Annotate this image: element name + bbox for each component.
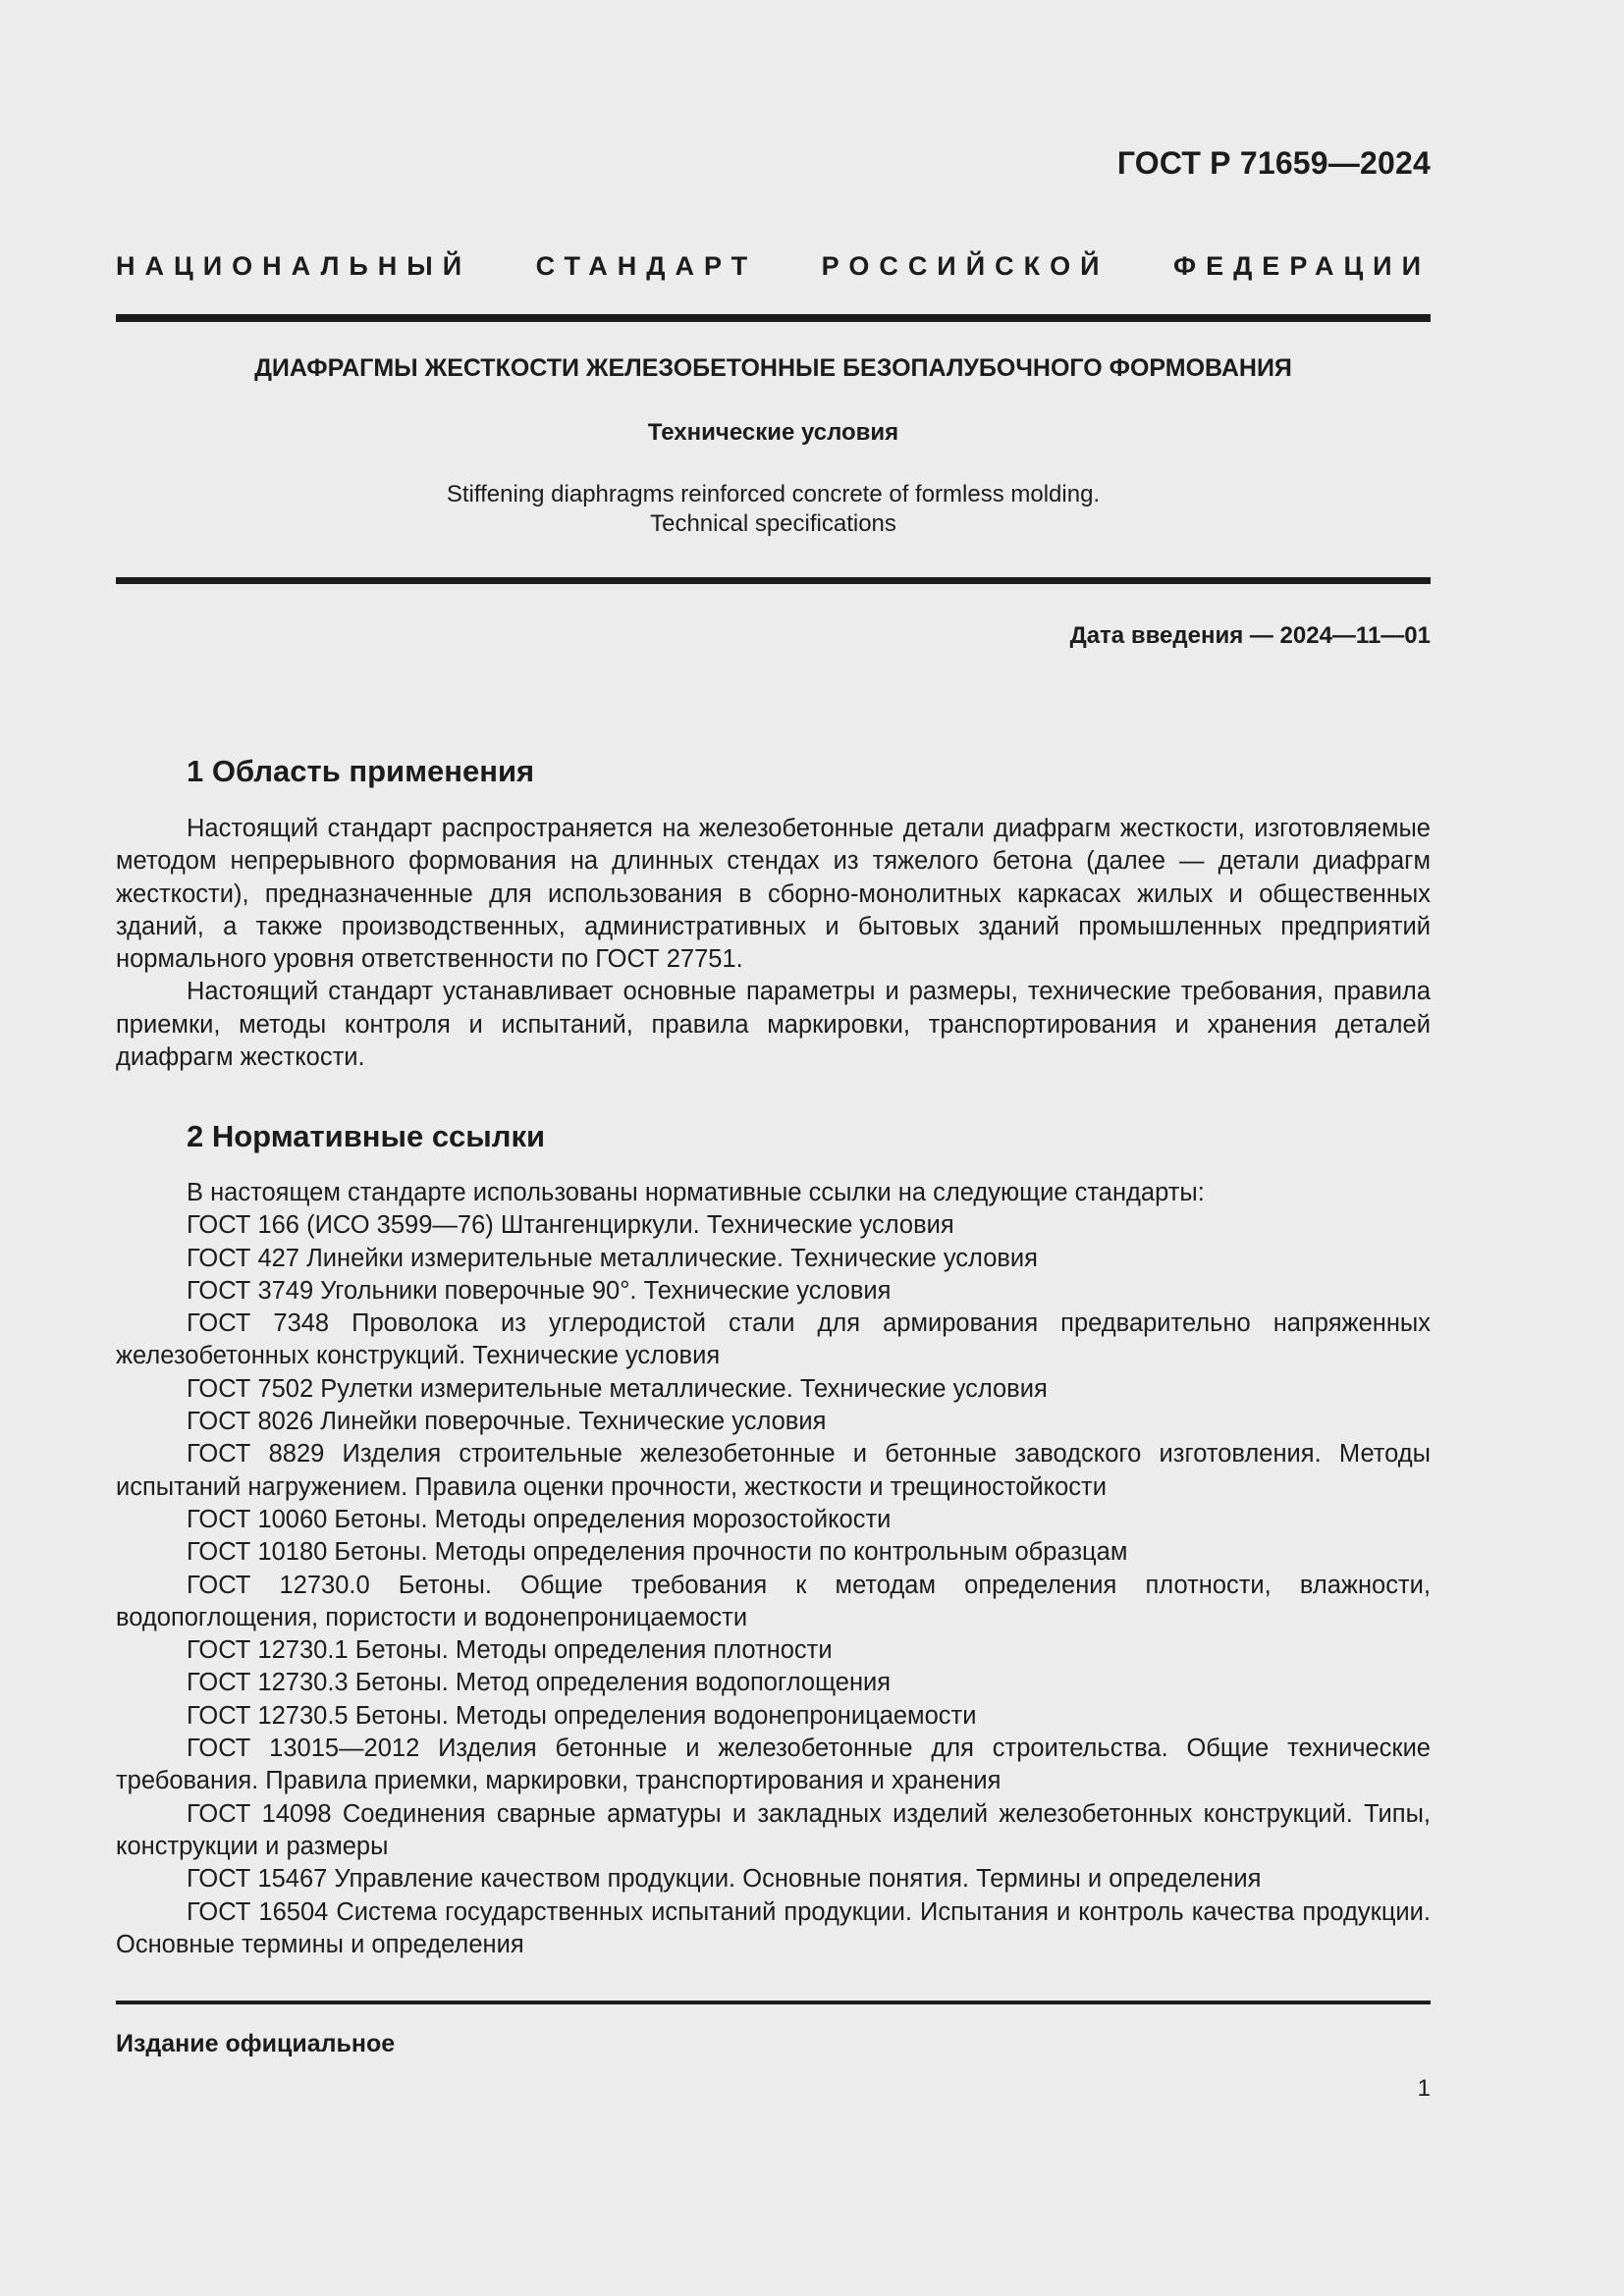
- introduction-date: Дата введения — 2024—11—01: [1069, 622, 1431, 649]
- reference-item: ГОСТ 15467 Управление качеством продукции. Основные понятия. Термины и определения: [187, 1865, 1262, 1894]
- reference-item: ГОСТ 8829 Изделия строительные железобетонные и бетонные заводского изготовления. Методы испытаний нагружением. Правила оценки прочности, жесткости и трещиностойкости: [116, 1440, 1431, 1501]
- reference-item: ГОСТ 12730.0 Бетоны. Общие требования к методам определения плотности, влажности, водопоглощения, пористости и водонепроницаемости: [116, 1571, 1431, 1631]
- official-edition-label: Издание официальное: [116, 2030, 396, 2057]
- section-2-heading: 2 Нормативные ссылки: [187, 1119, 546, 1153]
- title-divider: [116, 577, 1431, 584]
- reference-item: ГОСТ 166 (ИСО 3599—76) Штангенциркули. Технические условия: [187, 1211, 954, 1240]
- reference-item: ГОСТ 7502 Рулетки измерительные металлические. Технические условия: [187, 1374, 1048, 1403]
- english-title: [116, 480, 1431, 539]
- footer-divider: [116, 2001, 1431, 2004]
- national-standard-heading: НАЦИОНАЛЬНЫЙ СТАНДАРТ РОССИЙСКОЙ ФЕДЕРАЦИИ: [116, 251, 1431, 281]
- english-title-line-2: Technical specifications: [650, 510, 896, 537]
- normative-references-list: [116, 1177, 1431, 1961]
- reference-item: ГОСТ 427 Линейки измерительные металлические. Технические условия: [187, 1244, 1038, 1272]
- reference-item: ГОСТ 10060 Бетоны. Методы определения морозостойкости: [187, 1505, 892, 1533]
- english-title-line-1: Stiffening diaphragms reinforced concrete of formless molding.: [446, 481, 1101, 507]
- reference-item: ГОСТ 13015—2012 Изделия бетонные и железобетонные для строительства. Общие технические требования. Правила приемки, маркировки, транспортирования и хранения: [116, 1735, 1431, 1795]
- page-number: 1: [1417, 2075, 1431, 2102]
- reference-item: ГОСТ 12730.3 Бетоны. Метод определения водопоглощения: [187, 1669, 892, 1697]
- reference-item: ГОСТ 3749 Угольники поверочные 90°. Технические условия: [187, 1276, 892, 1305]
- document-title: ДИАФРАГМЫ ЖЕСТКОСТИ ЖЕЛЕЗОБЕТОННЫЕ БЕЗОПАЛУБОЧНОГО ФОРМОВАНИЯ: [254, 354, 1292, 382]
- section-1-body: [116, 813, 1431, 1074]
- reference-item: ГОСТ 12730.5 Бетоны. Методы определения водонепроницаемости: [187, 1701, 977, 1730]
- reference-item: ГОСТ 10180 Бетоны. Методы определения прочности по контрольным образцам: [187, 1538, 1128, 1567]
- reference-item: ГОСТ 12730.1 Бетоны. Методы определения плотности: [187, 1636, 833, 1665]
- reference-item: ГОСТ 16504 Система государственных испытаний продукции. Испытания и контроль качества продукции. Основные термины и определения: [116, 1897, 1431, 1958]
- reference-item: ГОСТ 14098 Соединения сварные арматуры и закладных изделий железобетонных конструкций. Типы, конструкции и размеры: [116, 1799, 1431, 1860]
- paragraph: Настоящий стандарт устанавливает основные параметры и размеры, технические требования, правила приемки, методы контроля и испытаний, правила маркировки, транспортирования и хранения деталей диафрагм жесткости.: [116, 978, 1431, 1072]
- reference-item: ГОСТ 7348 Проволока из углеродистой стали для армирования предварительно напряженных железобетонных конструкций. Технические условия: [116, 1309, 1431, 1370]
- section-1-heading: 1 Область применения: [187, 754, 535, 788]
- document-subtitle: Технические условия: [647, 419, 899, 446]
- reference-item: ГОСТ 8026 Линейки поверочные. Технические условия: [187, 1408, 827, 1436]
- document-number: ГОСТ Р 71659—2024: [1116, 145, 1431, 181]
- paragraph: Настоящий стандарт распространяется на железобетонные детали диафрагм жесткости, изготовляемые методом непрерывного формования на длинных стендах из тяжелого бетона (далее — детали диафрагм жесткости), предназначенные для использования в сборно-монолитных каркасах жилых и общественных зданий, а также производственных, административных и бытовых зданий промышленных предприятий нормального уровня ответственности по ГОСТ 27751.: [116, 815, 1431, 974]
- references-intro: В настоящем стандарте использованы нормативные ссылки на следующие стандарты:: [187, 1179, 1205, 1206]
- top-divider: [116, 314, 1431, 322]
